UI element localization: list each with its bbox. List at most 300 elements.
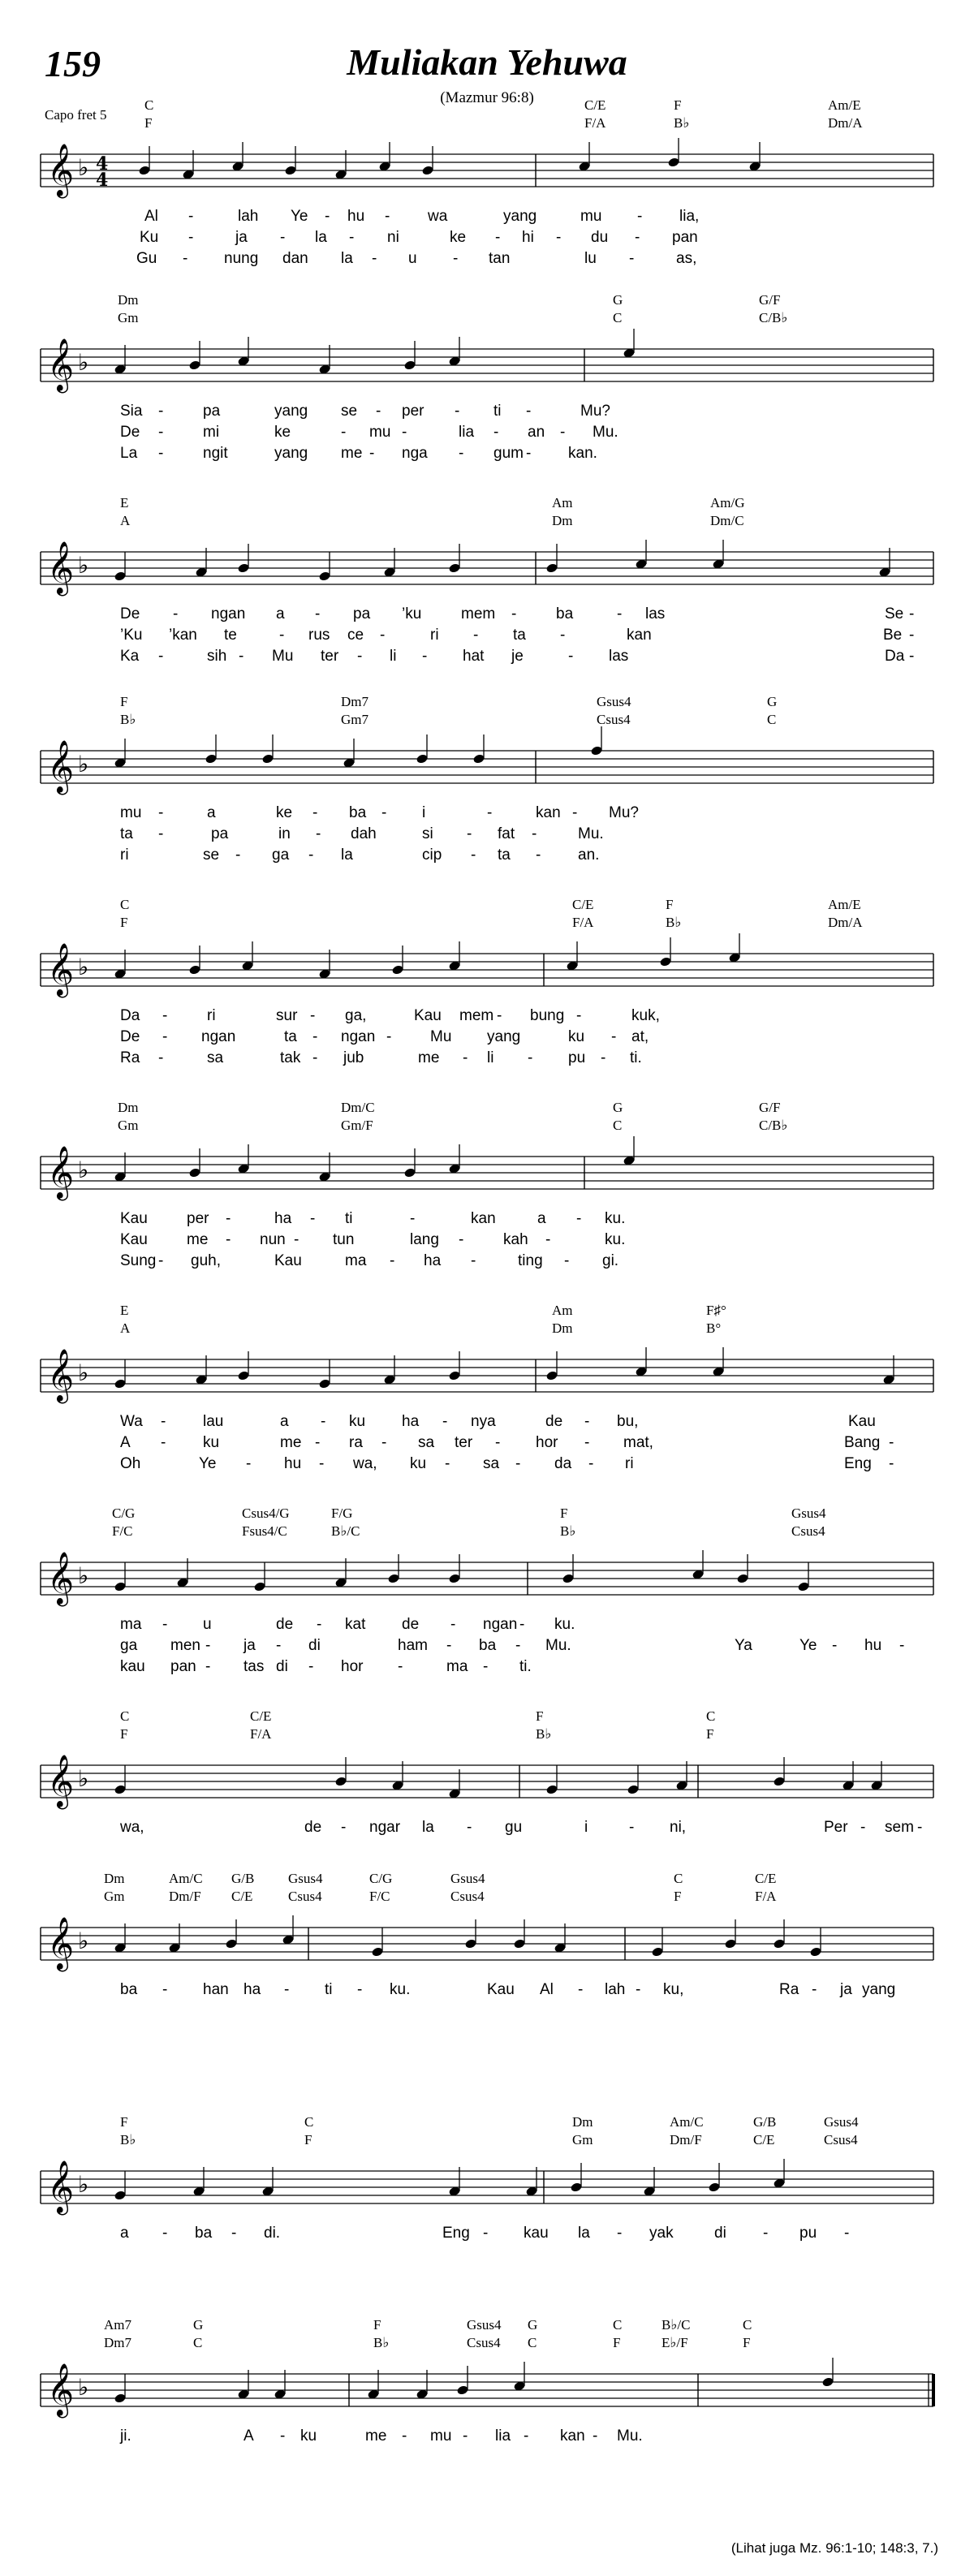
lyric-syllable: ku <box>203 1434 220 1451</box>
lyric-syllable: pa <box>203 403 221 420</box>
lyric-syllable: lah <box>605 1981 626 1998</box>
chord-top: C <box>743 2317 752 2333</box>
chord-top: Am/C <box>670 2114 704 2130</box>
lyric-syllable: - <box>205 1637 211 1654</box>
lyric-syllable: di <box>714 2225 726 2242</box>
chord-bottom: F/C <box>369 1889 390 1904</box>
lyric-syllable: a <box>120 2225 129 2242</box>
lyric-syllable: Ya <box>735 1637 752 1654</box>
lyric-syllable: - <box>568 648 574 665</box>
lyric-syllable: ke <box>274 424 291 441</box>
chord-bottom: Dm/A <box>828 115 863 131</box>
lyric-syllable: in <box>278 825 291 842</box>
chord-bottom: C/E <box>753 2132 775 2147</box>
staff <box>0 937 974 1002</box>
lyric-syllable: lu <box>584 250 597 267</box>
chord-top: Am/E <box>828 897 861 912</box>
lyric-syllable: wa <box>428 208 448 225</box>
lyric-syllable: li <box>390 648 397 665</box>
lyric-syllable: ta <box>498 846 511 864</box>
lyric-syllable: A <box>244 2427 254 2445</box>
lyric-syllable: - <box>235 846 241 864</box>
treble-clef-icon: 𝄞 <box>47 943 75 996</box>
staff <box>0 2155 974 2220</box>
chord-top: G/F <box>759 292 781 308</box>
lyric-syllable: - <box>467 825 472 842</box>
chord-bottom: F <box>613 2335 621 2350</box>
lyric-syllable: ha <box>424 1252 442 1269</box>
lyric-syllable: - <box>158 825 164 842</box>
lyric-syllable: Mu. <box>593 424 618 441</box>
lyric-syllable: - <box>173 605 179 622</box>
lyric-syllable: - <box>812 1981 817 1998</box>
lyric-syllable: - <box>519 1616 525 1633</box>
lyric-syllable: ma <box>120 1616 142 1633</box>
lyric-syllable: Ye <box>199 1455 217 1472</box>
lyric-syllable: - <box>158 445 164 462</box>
lyric-syllable: - <box>617 2225 623 2242</box>
key-flat-icon: ♭ <box>78 2374 89 2401</box>
lyric-syllable: - <box>308 846 314 864</box>
lyric-syllable: - <box>422 648 428 665</box>
lyric-syllable: Kau <box>414 1007 442 1024</box>
lyric-syllable: - <box>402 2427 407 2445</box>
lyric-syllable: - <box>636 1981 641 1998</box>
lyric-syllable: - <box>617 605 623 622</box>
lyric-syllable: ta <box>513 627 526 644</box>
staff <box>0 138 974 203</box>
chord-top: Am <box>552 495 573 510</box>
capo-note: Capo fret 5 <box>45 107 107 123</box>
staff <box>0 333 974 398</box>
lyric-syllable: - <box>317 1616 322 1633</box>
lyric-syllable: - <box>459 445 464 462</box>
lyric-syllable: - <box>369 445 375 462</box>
lyric-syllable: kat <box>345 1616 366 1633</box>
lyric-syllable: - <box>315 1434 321 1451</box>
lyric-syllable: - <box>629 250 635 267</box>
chord-bottom: C <box>528 2335 537 2350</box>
chord-top: C <box>674 1871 683 1886</box>
treble-clef-icon: 𝄞 <box>47 338 75 391</box>
lyric-syllable: - <box>308 1658 314 1675</box>
chord-top: Dm <box>118 1100 139 1115</box>
lyric-syllable: Da <box>120 1007 140 1024</box>
lyric-syllable: - <box>162 1981 168 1998</box>
lyric-syllable: - <box>495 229 501 246</box>
lyric-syllable: - <box>226 1210 231 1227</box>
lyric-syllable: mat, <box>623 1434 653 1451</box>
lyric-syllable: ngan <box>341 1028 376 1045</box>
lyric-syllable: - <box>162 2225 168 2242</box>
lyric-syllable: Kau <box>848 1413 876 1430</box>
chord-bottom: F <box>144 115 153 131</box>
lyric-syllable: las <box>609 648 629 665</box>
lyric-syllable: ngan <box>211 605 246 622</box>
chord-bottom: B♭ <box>536 1726 552 1742</box>
lyric-syllable: ku. <box>605 1210 626 1227</box>
lyric-syllable: ngan <box>483 1616 518 1633</box>
lyric-syllable: - <box>372 250 377 267</box>
lyric-syllable: li <box>487 1049 494 1066</box>
chord-bottom: B♭ <box>120 712 136 727</box>
lyric-syllable: Mu <box>272 648 294 665</box>
lyric-syllable: bung <box>530 1007 565 1024</box>
lyric-syllable: - <box>899 1637 905 1654</box>
lyric-syllable: - <box>455 403 460 420</box>
chord-top: Gsus4 <box>467 2317 502 2333</box>
lyric-syllable: ji. <box>120 2427 131 2445</box>
chord-bottom: Gm <box>572 2132 593 2147</box>
lyric-syllable: - <box>158 424 164 441</box>
lyric-syllable: sa <box>207 1049 224 1066</box>
chord-bottom: C/B♭ <box>759 310 788 325</box>
treble-clef-icon: 𝄞 <box>47 1349 75 1402</box>
chord-bottom: Gm/F <box>341 1118 373 1133</box>
lyric-syllable: ha <box>402 1413 420 1430</box>
lyric-syllable: jub <box>343 1049 364 1066</box>
lyric-syllable: mu <box>120 804 142 821</box>
lyric-syllable: te <box>224 627 237 644</box>
lyric-syllable: lia <box>459 424 475 441</box>
lyric-syllable: ha <box>244 1981 261 1998</box>
lyric-syllable: - <box>635 229 640 246</box>
lyric-syllable: - <box>442 1413 448 1430</box>
lyric-syllable: - <box>588 1455 594 1472</box>
lyric-syllable: yang <box>487 1028 521 1045</box>
lyric-syllable: - <box>381 804 387 821</box>
lyric-syllable: nga <box>402 445 428 462</box>
lyric-syllable: - <box>526 403 532 420</box>
lyric-syllable: pan <box>672 229 698 246</box>
lyric-syllable: ku. <box>390 1981 411 1998</box>
lyric-syllable: - <box>593 2427 598 2445</box>
lyric-syllable: me <box>341 445 363 462</box>
lyric-syllable: La <box>120 445 138 462</box>
lyric-syllable: ja <box>244 1637 256 1654</box>
chord-bottom: C/E <box>231 1889 253 1904</box>
chord-top: Dm <box>572 2114 593 2130</box>
lyric-syllable: ce <box>347 627 364 644</box>
chord-top: G <box>193 2317 204 2333</box>
lyric-syllable: - <box>162 1007 168 1024</box>
chord-top: Dm <box>104 1871 125 1886</box>
key-flat-icon: ♭ <box>78 1765 89 1792</box>
lyric-syllable: ’Ku <box>120 627 143 644</box>
lyric-syllable: - <box>473 627 479 644</box>
lyric-syllable: - <box>511 605 517 622</box>
lyric-syllable: as, <box>676 250 697 267</box>
chord-bottom: C <box>193 2335 203 2350</box>
chord-top: C <box>706 1708 716 1724</box>
lyric-syllable: - <box>381 1434 387 1451</box>
chord-bottom: Gm7 <box>341 712 368 727</box>
lyric-syllable: - <box>390 1252 395 1269</box>
song-number: 159 <box>45 43 101 84</box>
lyric-syllable: mu <box>580 208 602 225</box>
staff <box>0 1343 974 1408</box>
lyric-syllable: - <box>205 1658 211 1675</box>
lyric-syllable: ba <box>556 605 574 622</box>
lyric-syllable: - <box>312 1028 318 1045</box>
lyric-syllable: ngit <box>203 445 228 462</box>
lyric-syllable: hat <box>463 648 485 665</box>
chord-top: Dm/C <box>341 1100 375 1115</box>
chord-top: C/E <box>572 897 594 912</box>
lyric-syllable: - <box>471 1252 476 1269</box>
lyric-syllable: - <box>158 1049 164 1066</box>
lyric-syllable: tun <box>333 1231 355 1248</box>
key-flat-icon: ♭ <box>78 954 89 980</box>
lyric-syllable: - <box>398 1658 403 1675</box>
chord-bottom: F <box>743 2335 751 2350</box>
chord-top: Dm7 <box>341 694 368 709</box>
lyric-syllable: ku <box>410 1455 427 1472</box>
lyric-syllable: hu <box>347 208 365 225</box>
lyric-syllable: ku <box>568 1028 585 1045</box>
key-flat-icon: ♭ <box>78 1928 89 1954</box>
lyric-syllable: Kau <box>120 1210 148 1227</box>
time-signature-top: 4 <box>96 153 109 174</box>
lyric-syllable: - <box>524 2427 529 2445</box>
lyric-syllable: ri <box>625 1455 634 1472</box>
lyric-syllable: - <box>909 627 915 644</box>
key-flat-icon: ♭ <box>78 1157 89 1183</box>
lyric-syllable: - <box>483 1658 489 1675</box>
lyric-syllable: ke <box>276 804 293 821</box>
lyric-syllable: wa, <box>353 1455 377 1472</box>
lyric-syllable: - <box>560 627 566 644</box>
lyric-syllable: - <box>493 424 499 441</box>
key-flat-icon: ♭ <box>78 154 89 181</box>
chord-top: C/G <box>112 1506 136 1521</box>
lyric-syllable: ja <box>840 1981 852 1998</box>
lyric-syllable: - <box>376 403 381 420</box>
lyric-syllable: - <box>310 1007 316 1024</box>
chord-top: Gsus4 <box>824 2114 859 2130</box>
lyric-syllable: la <box>578 2225 590 2242</box>
staff <box>0 1911 974 1976</box>
lyric-syllable: - <box>556 229 562 246</box>
treble-clef-icon: 𝄞 <box>47 1755 75 1807</box>
lyric-syllable: - <box>584 1434 590 1451</box>
lyric-syllable: - <box>246 1455 252 1472</box>
staff <box>0 2358 974 2423</box>
lyric-syllable: ri <box>120 846 129 864</box>
lyric-syllable: ti <box>345 1210 353 1227</box>
lyric-syllable: ku <box>349 1413 366 1430</box>
lyric-syllable: Ye <box>291 208 308 225</box>
lyric-syllable: - <box>445 1455 450 1472</box>
lyric-syllable: - <box>402 424 407 441</box>
lyric-syllable: tak <box>280 1049 301 1066</box>
lyric-syllable: men <box>170 1637 200 1654</box>
lyric-syllable: ti. <box>519 1658 532 1675</box>
lyric-syllable: ma <box>446 1658 468 1675</box>
lyric-syllable: - <box>526 445 532 462</box>
lyric-syllable: - <box>325 208 330 225</box>
lyric-syllable: nun <box>260 1231 286 1248</box>
lyric-syllable: per <box>187 1210 209 1227</box>
lyric-syllable: a <box>207 804 216 821</box>
lyric-syllable: - <box>450 1616 456 1633</box>
lyric-syllable: per <box>402 403 425 420</box>
chord-bottom: Dm/F <box>670 2132 702 2147</box>
lyric-syllable: Sia <box>120 403 143 420</box>
lyric-syllable: - <box>844 2225 850 2242</box>
staff <box>0 1140 974 1205</box>
chord-bottom: Dm <box>552 513 573 528</box>
lyric-syllable: - <box>280 2427 286 2445</box>
lyric-syllable: kan <box>536 804 561 821</box>
chord-bottom: F/A <box>584 115 606 131</box>
lyric-syllable: an <box>528 424 545 441</box>
treble-clef-icon: 𝄞 <box>47 1146 75 1199</box>
chord-bottom: B♭ <box>120 2132 136 2147</box>
chord-bottom: F <box>120 1726 128 1742</box>
lyric-syllable: Per <box>824 1819 848 1836</box>
lyric-syllable: pan <box>170 1658 196 1675</box>
lyric-syllable: la <box>341 250 353 267</box>
chord-bottom: C/B♭ <box>759 1118 788 1133</box>
lyric-syllable: ti. <box>630 1049 642 1066</box>
chord-bottom: Csus4 <box>791 1523 825 1539</box>
lyric-syllable: de <box>276 1616 294 1633</box>
key-flat-icon: ♭ <box>78 1359 89 1386</box>
chord-top: C <box>613 2317 623 2333</box>
lyric-syllable: kau <box>120 1658 145 1675</box>
lyric-syllable: - <box>629 1819 635 1836</box>
lyric-syllable: je <box>511 648 524 665</box>
lyric-syllable: a <box>280 1413 289 1430</box>
lyric-syllable: - <box>158 403 164 420</box>
lyric-syllable: - <box>917 1819 923 1836</box>
lyric-syllable: ga, <box>345 1007 367 1024</box>
lyric-syllable: tas <box>244 1658 265 1675</box>
chord-bottom: F/A <box>250 1726 272 1742</box>
lyric-syllable: Gu <box>136 250 157 267</box>
chord-bottom: B♭/C <box>331 1523 360 1539</box>
lyric-syllable: - <box>497 1007 502 1024</box>
chord-top: F <box>120 2114 128 2130</box>
chord-top: Csus4/G <box>242 1506 290 1521</box>
lyric-syllable: ni <box>387 229 399 246</box>
lyric-syllable: pu <box>568 1049 586 1066</box>
chord-top: F <box>560 1506 568 1521</box>
lyric-syllable: - <box>576 1007 582 1024</box>
lyric-syllable: Mu. <box>617 2427 643 2445</box>
chord-top: F <box>373 2317 381 2333</box>
lyric-syllable: ma <box>345 1252 367 1269</box>
chord-top: E <box>120 495 129 510</box>
lyric-syllable: - <box>459 1231 464 1248</box>
lyric-syllable: gu <box>505 1819 523 1836</box>
lyric-syllable: - <box>276 1637 282 1654</box>
lyric-syllable: di. <box>264 2225 281 2242</box>
chord-bottom: Dm/A <box>828 915 863 930</box>
lyric-syllable: kau <box>524 2225 549 2242</box>
lyric-syllable: - <box>463 2427 468 2445</box>
lyric-syllable: mu <box>369 424 391 441</box>
lyric-syllable: - <box>611 1028 617 1045</box>
lyric-syllable: Wa <box>120 1413 143 1430</box>
lyric-syllable: - <box>578 1981 584 1998</box>
chord-bottom: Csus4 <box>467 2335 501 2350</box>
treble-clef-icon: 𝄞 <box>47 2160 75 2213</box>
chord-bottom: C <box>613 1118 623 1133</box>
lyric-syllable: - <box>310 1210 316 1227</box>
lyric-syllable: yang <box>503 208 537 225</box>
lyric-syllable: ba <box>195 2225 213 2242</box>
treble-clef-icon: 𝄞 <box>47 541 75 594</box>
lyric-syllable: - <box>532 825 537 842</box>
chord-bottom: Dm7 <box>104 2335 131 2350</box>
chord-top: C/E <box>250 1708 272 1724</box>
chord-top: F <box>674 97 682 113</box>
lyric-syllable: u <box>203 1616 212 1633</box>
time-signature-bottom: 4 <box>96 170 109 191</box>
lyric-syllable: Mu. <box>578 825 604 842</box>
lyric-syllable: Ra <box>120 1049 140 1066</box>
chord-bottom: A <box>120 1320 131 1336</box>
chord-bottom: Fsus4/C <box>242 1523 287 1539</box>
lyric-syllable: - <box>453 250 459 267</box>
lyric-syllable: i <box>422 804 426 821</box>
lyric-syllable: ku. <box>605 1231 626 1248</box>
lyric-syllable: ngar <box>369 1819 401 1836</box>
lyric-syllable: - <box>446 1637 452 1654</box>
lyric-syllable: - <box>312 804 318 821</box>
lyric-syllable: da <box>554 1455 572 1472</box>
lyric-syllable: - <box>487 804 493 821</box>
lyric-syllable: - <box>226 1231 231 1248</box>
lyric-syllable: hu <box>284 1455 302 1472</box>
lyric-syllable: ta <box>284 1028 297 1045</box>
song-title: Muliakan Yehuwa <box>347 41 627 83</box>
lyric-syllable: a <box>537 1210 546 1227</box>
lyric-syllable: yang <box>274 445 308 462</box>
lyric-syllable: ku <box>300 2427 317 2445</box>
lyric-syllable: ’ku <box>402 605 422 622</box>
lyric-syllable: Be <box>883 627 903 644</box>
lyric-syllable: - <box>161 1434 166 1451</box>
lyric-syllable: - <box>319 1455 325 1472</box>
lyric-syllable: ke <box>450 229 467 246</box>
chord-top: G/F <box>759 1100 781 1115</box>
lyric-syllable: gi. <box>602 1252 619 1269</box>
lyric-syllable: - <box>341 1819 347 1836</box>
chord-top: Am/E <box>828 97 861 113</box>
lyric-syllable: du <box>591 229 609 246</box>
lyric-syllable: - <box>463 1049 468 1066</box>
lyric-syllable: kan. <box>568 445 597 462</box>
chord-top: G <box>528 2317 538 2333</box>
lyric-syllable: di <box>276 1658 288 1675</box>
lyric-syllable: - <box>380 627 386 644</box>
chord-top: C/E <box>755 1871 777 1886</box>
chord-top: Am7 <box>104 2317 131 2333</box>
lyric-syllable: hor <box>341 1658 364 1675</box>
chord-top: E <box>120 1303 129 1318</box>
lyric-syllable: - <box>162 1616 168 1633</box>
chord-top: C <box>120 897 130 912</box>
lyric-syllable: pu <box>799 2225 817 2242</box>
lyric-syllable: ra <box>349 1434 363 1451</box>
lyric-syllable: - <box>889 1434 894 1451</box>
lyric-syllable: Da <box>885 648 905 665</box>
lyric-syllable: Mu. <box>545 1637 571 1654</box>
lyric-syllable: se <box>203 846 220 864</box>
